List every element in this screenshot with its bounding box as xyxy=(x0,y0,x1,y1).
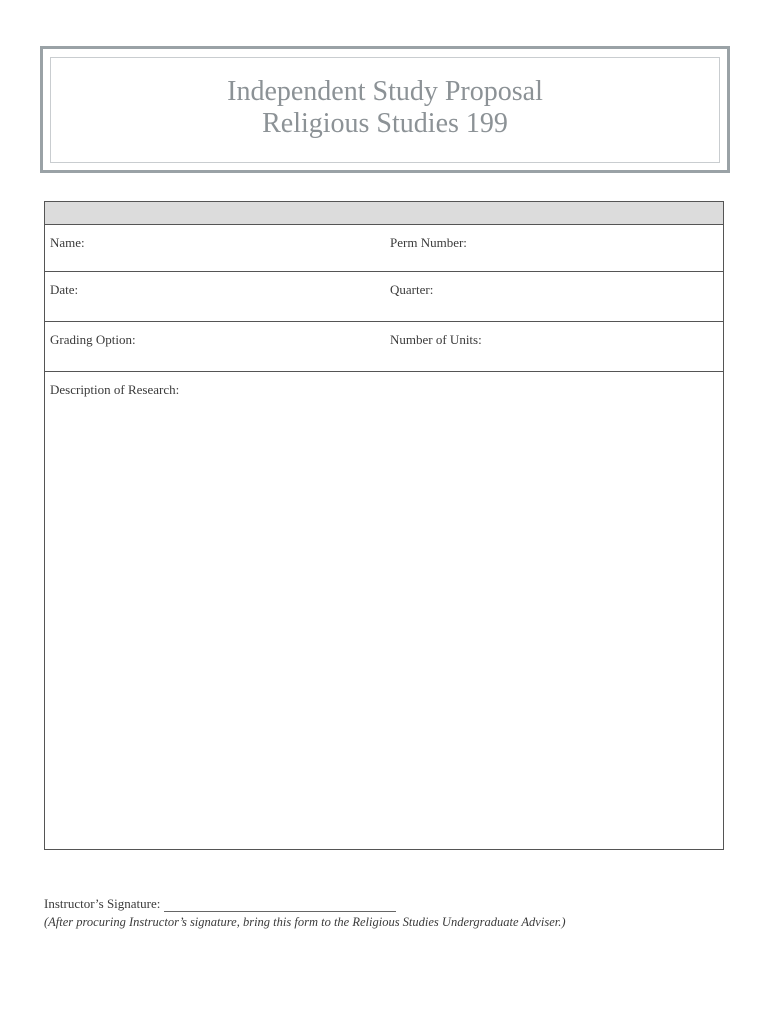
instructor-signature-label: Instructor’s Signature: xyxy=(44,896,161,911)
instructor-signature-line[interactable] xyxy=(164,900,396,912)
name-field[interactable]: Name: xyxy=(50,235,85,250)
perm-number-field[interactable]: Perm Number: xyxy=(390,235,467,250)
signature-note: (After procuring Instructor’s signature, bring this form to the Religious Studies Undergraduate Adviser.) xyxy=(44,915,566,929)
page-title: Independent Study Proposal xyxy=(227,76,543,107)
page-subtitle: Religious Studies 199 xyxy=(262,108,508,139)
quarter-field[interactable]: Quarter: xyxy=(390,282,434,297)
form-row-date-quarter xyxy=(45,272,723,322)
form-row-grading-units xyxy=(45,322,723,372)
signature-block xyxy=(44,896,566,930)
description-label: Description of Research: xyxy=(50,382,180,397)
form-row-name-perm xyxy=(45,225,723,272)
description-of-research-field[interactable] xyxy=(45,372,723,849)
title-inner-frame xyxy=(50,57,720,163)
proposal-form-table xyxy=(44,201,724,850)
form-header-band xyxy=(45,202,723,225)
number-of-units-field[interactable]: Number of Units: xyxy=(390,332,482,347)
title-frame xyxy=(40,46,730,173)
date-field[interactable]: Date: xyxy=(50,282,79,297)
grading-option-field[interactable]: Grading Option: xyxy=(50,332,136,347)
